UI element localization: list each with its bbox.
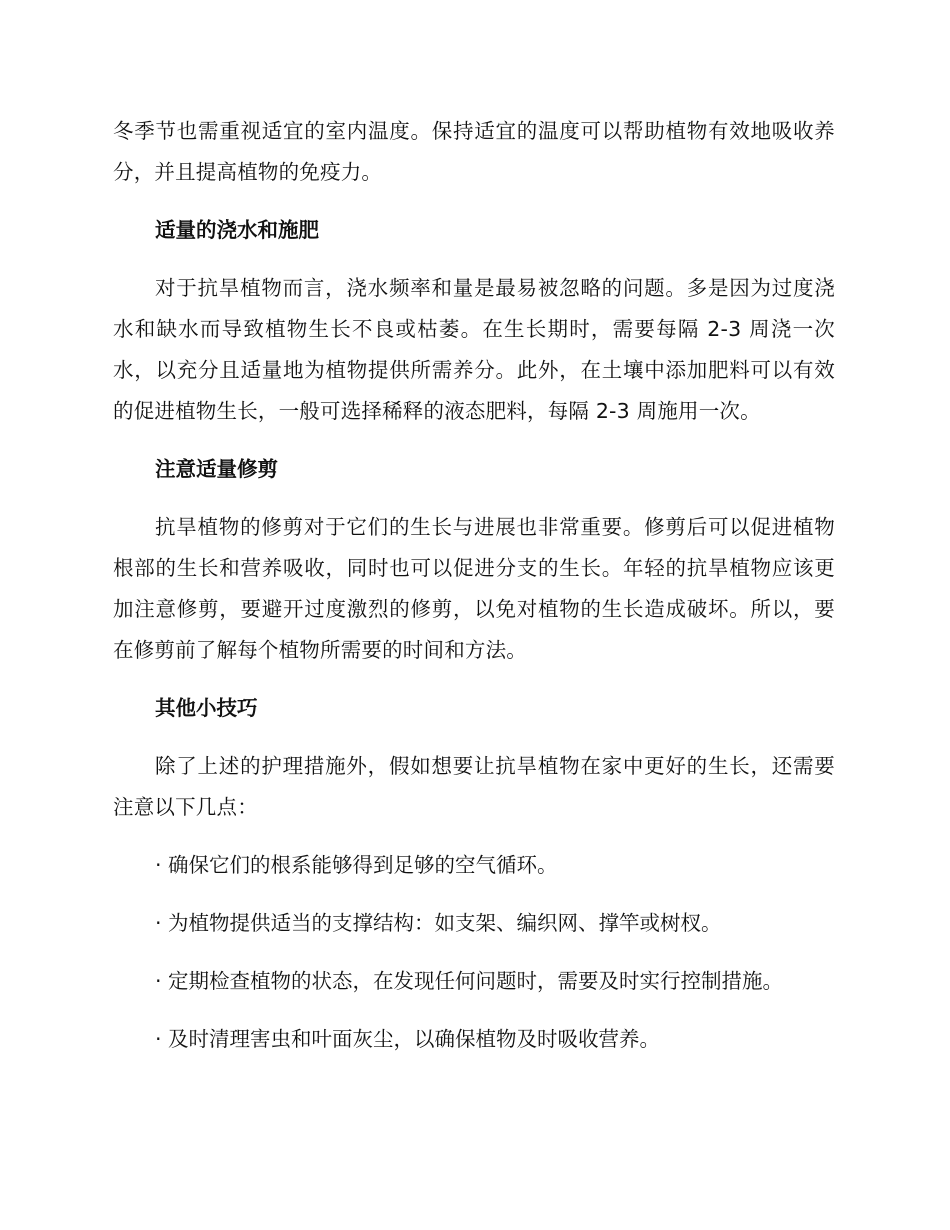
document-page — [113, 111, 835, 1060]
paragraph-watering: 对于抗旱植物而言，浇水频率和量是最易被忽略的问题。多是因为过度浇水和缺水而导致植物生长不良或枯萎。在生长期时，需要每隔 2-3 周浇一次水，以充分且适量地为植物提供所需养分。此外，在土壤中添加肥料可以有效的促进植物生长，一般可选择稀释的液态肥料，每隔 2-3 周施用一次。 — [113, 276, 835, 423]
paragraph-pruning: 抗旱植物的修剪对于它们的生长与进展也非常重要。修剪后可以促进植物根部的生长和营养吸收，同时也可以促进分支的生长。年轻的抗旱植物应该更加注意修剪，要避开过度激烈的修剪，以免对植物的生长造成破坏。所以，要在修剪前了解每个植物所需要的时间和方法。 — [113, 515, 835, 662]
list-item: · 定期检查植物的状态，在发现任何问题时，需要及时实行控制措施。 — [155, 969, 784, 993]
heading-watering-fertilizing: 适量的浇水和施肥 — [155, 218, 319, 242]
paragraph-other-tips: 除了上述的护理措施外，假如想要让抗旱植物在家中更好的生长，还需要注意以下几点： — [113, 754, 835, 819]
paragraph-temperature: 冬季节也需重视适宜的室内温度。保持适宜的温度可以帮助植物有效地吸收养分，并且提高植物的免疫力。 — [113, 119, 835, 184]
list-item: · 及时清理害虫和叶面灰尘，以确保植物及时吸收营养。 — [155, 1027, 661, 1051]
heading-other-tips: 其他小技巧 — [155, 696, 258, 720]
list-item: · 为植物提供适当的支撑结构：如支架、编织网、撑竿或树杈。 — [155, 911, 722, 935]
heading-pruning: 注意适量修剪 — [155, 457, 278, 481]
list-item: · 确保它们的根系能够得到足够的空气循环。 — [155, 853, 558, 877]
